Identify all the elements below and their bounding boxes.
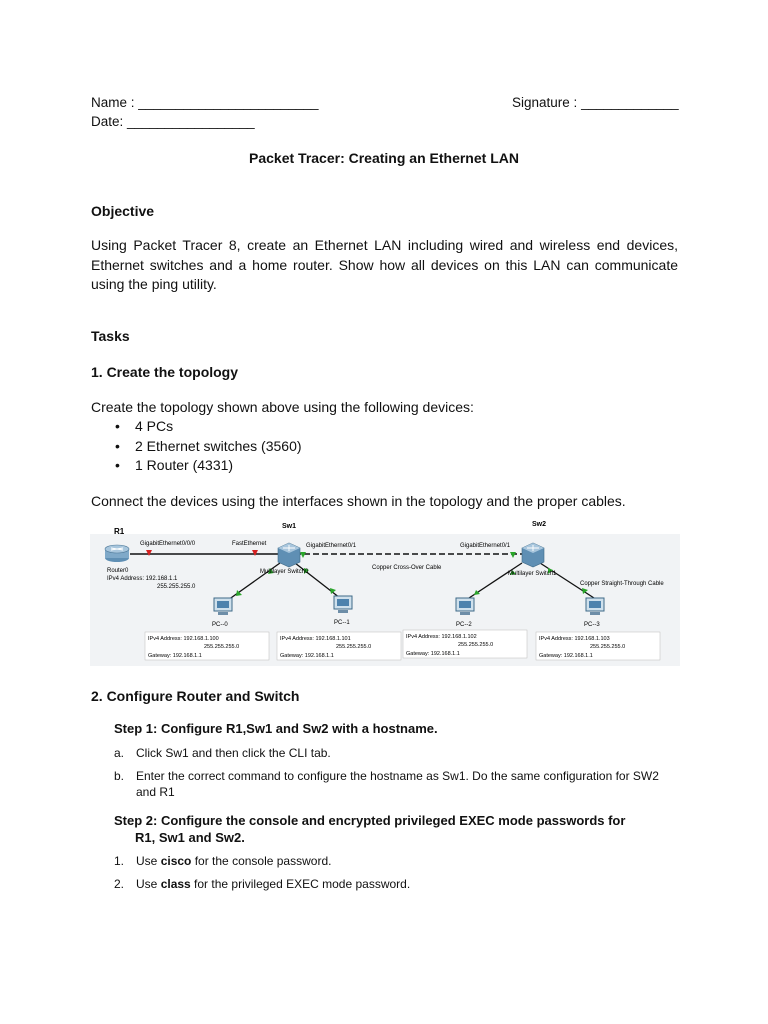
- bullet: •: [115, 418, 120, 434]
- pc0-gateway: Gateway: 192.168.1.1: [148, 653, 202, 659]
- item-text-post: for the privileged EXEC mode password.: [190, 877, 411, 891]
- device-item-text: 1 Router (4331): [135, 457, 234, 473]
- router-name: Router0: [107, 568, 129, 574]
- pc1-gateway: Gateway: 192.168.1.1: [280, 653, 334, 659]
- pc3-name: PC--3: [584, 622, 600, 628]
- pc2-ip: IPv4 Address: 192.168.1.102: [406, 634, 477, 640]
- router-ip: IPv4 Address: 192.168.1.1: [107, 576, 178, 582]
- sw1-label: Sw1: [282, 523, 297, 530]
- bullet: •: [115, 457, 120, 473]
- list-item: [91, 417, 302, 437]
- pc-info-box: [277, 632, 401, 660]
- task1-heading: 1. Create the topology: [91, 364, 239, 380]
- multilayer-switch-icon: [522, 543, 544, 567]
- pc1-ip: IPv4 Address: 192.168.1.101: [280, 636, 351, 642]
- item-marker: b.: [114, 769, 125, 783]
- link-label-sw1: GigabitEthernet0/1: [306, 543, 357, 549]
- pc3-mask: 255.255.255.0: [590, 644, 626, 650]
- pc-info-box: [536, 632, 660, 660]
- list-item: [91, 437, 302, 457]
- tasks-heading: Tasks: [91, 328, 130, 344]
- date-label: Date:: [91, 114, 124, 129]
- link-label-sw2: GigabitEthernet0/1: [460, 543, 511, 549]
- pc0-name: PC--0: [212, 622, 228, 628]
- cross-cable-label: Copper Cross-Over Cable: [372, 565, 442, 571]
- pc3-ip: IPv4 Address: 192.168.1.103: [539, 636, 610, 642]
- date-line: [91, 114, 255, 129]
- signature-blank: _____________: [581, 95, 679, 110]
- name-label: Name :: [91, 95, 135, 110]
- straight-cable-label: Copper Straight-Through Cable: [580, 581, 664, 587]
- link-label-r1: GigabitEthernet0/0/0: [140, 541, 196, 547]
- date-blank: _________________: [127, 114, 255, 129]
- list-item: [114, 768, 674, 800]
- router-icon: [105, 545, 129, 562]
- item-text-post: for the console password.: [191, 854, 332, 868]
- list-item: [91, 456, 302, 476]
- list-item: [114, 876, 674, 892]
- item-text: [136, 853, 674, 869]
- objective-heading: Objective: [91, 203, 155, 219]
- item-marker: a.: [114, 746, 125, 760]
- topology-diagram: [90, 518, 680, 666]
- section2-heading: 2. Configure Router and Switch: [91, 688, 300, 704]
- signature-line: [512, 95, 679, 110]
- pc2-gateway: Gateway: 192.168.1.1: [406, 651, 460, 657]
- pc0-mask: 255.255.255.0: [204, 644, 240, 650]
- signature-label: Signature :: [512, 95, 578, 110]
- item-text: [136, 876, 674, 892]
- r1-label: R1: [114, 527, 125, 536]
- step2-heading-line1: Step 2: Configure the console and encrypted privileged EXEC mode passwords for: [114, 813, 626, 828]
- task1-intro: Create the topology shown above using the following devices:: [91, 399, 474, 415]
- step1-heading: Step 1: Configure R1,Sw1 and Sw2 with a hostname.: [114, 721, 438, 736]
- router-mask: 255.255.255.0: [157, 584, 196, 590]
- device-item-text: 2 Ethernet switches (3560): [135, 437, 302, 454]
- item-text-pre: Use: [136, 854, 161, 868]
- sw2-name: Multilayer Switch1: [508, 571, 557, 577]
- device-list: [91, 417, 302, 476]
- page-title: Packet Tracer: Creating an Ethernet LAN: [249, 150, 519, 166]
- enable-password: class: [160, 877, 191, 891]
- pc0-ip: IPv4 Address: 192.168.1.100: [148, 636, 219, 642]
- item-text: Enter the correct command to configure the hostname as Sw1. Do the same configuration for SW2 and R1: [136, 769, 659, 799]
- pc1-name: PC--1: [334, 620, 350, 626]
- sw2-label: Sw2: [532, 521, 547, 528]
- multilayer-switch-icon: [278, 543, 300, 567]
- bullet: •: [115, 437, 120, 454]
- item-marker: 1.: [114, 854, 125, 868]
- connect-text: Connect the devices using the interfaces shown in the topology and the proper cables.: [91, 493, 626, 509]
- list-item: [114, 853, 674, 869]
- name-line: [91, 95, 318, 110]
- item-marker: 2.: [114, 877, 125, 891]
- console-password: cisco: [160, 854, 192, 868]
- pc3-gateway: Gateway: 192.168.1.1: [539, 653, 593, 659]
- pc1-mask: 255.255.255.0: [336, 644, 372, 650]
- pc2-mask: 255.255.255.0: [458, 642, 494, 648]
- pc-info-box: [403, 630, 527, 658]
- item-text-pre: Use: [136, 877, 161, 891]
- sw1-name: Multilayer Switch0: [260, 569, 309, 575]
- device-item-text: 4 PCs: [135, 418, 174, 434]
- step2-heading-line2: R1, Sw1 and Sw2.: [135, 830, 245, 845]
- name-blank: ________________________: [138, 95, 319, 110]
- item-text: Click Sw1 and then click the CLI tab.: [136, 746, 331, 760]
- link-label-fastethernet: FastEthernet: [232, 541, 267, 547]
- list-item: [114, 745, 674, 761]
- objective-text: Using Packet Tracer 8, create an Ethernet LAN including wired and wireless end devices, Ethernet switches and a home router. Show how all devices on this LAN can communicate using the ping utility.: [91, 237, 678, 292]
- pc2-name: PC--2: [456, 622, 472, 628]
- pc-info-box: [145, 632, 269, 660]
